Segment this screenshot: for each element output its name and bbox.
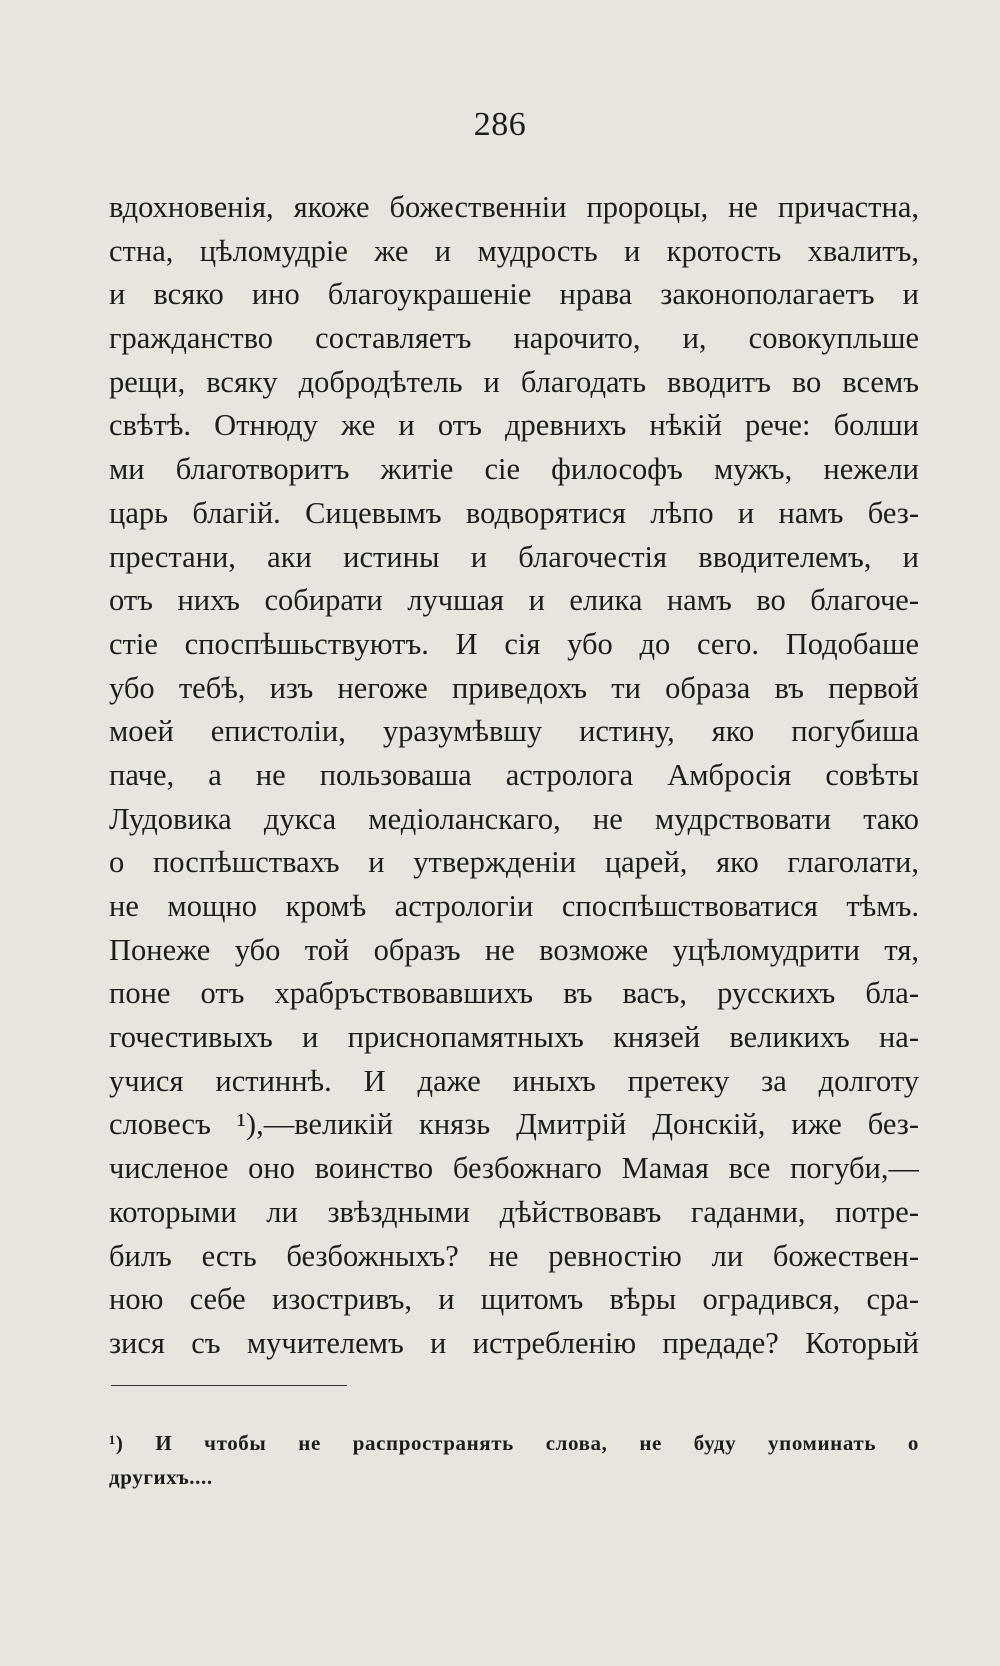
text-line: ною себе изостривъ, и щитомъ вѣры оградився, сра- <box>109 1282 919 1317</box>
text-line: гочестивыхъ и приснопамятныхъ князей великихъ на- <box>109 1020 919 1055</box>
text-line: численое оно воинство безбожнаго Мамая все погуби,— <box>109 1151 919 1186</box>
text-line: учися истиннѣ. И даже иныхъ претеку за долготу <box>109 1063 919 1098</box>
text-line: Лудовика дукса медіоланскаго, не мудрствовати тако <box>109 801 919 836</box>
text-line: словесъ ¹),—великій князь Дмитрій Донскій, иже без- <box>109 1107 919 1142</box>
text-line: поне отъ храбръствовавшихъ въ васъ, русскихъ бла- <box>109 976 919 1011</box>
page-number: 286 <box>473 106 527 143</box>
body-text <box>109 186 919 1366</box>
footnote <box>109 1426 919 1494</box>
text-line: вдохновенія, якоже божественніи пророцы, не причастна, <box>109 190 919 224</box>
text-line: свѣтѣ. Отнюду же и отъ древнихъ нѣкій рече: болши <box>109 408 919 443</box>
text-line: престани, аки истины и благочестія вводителемъ, и <box>109 539 919 574</box>
text-line: отъ нихъ собирати лучшая и елика намъ во благоче- <box>109 583 919 618</box>
text-line: убо тебѣ, изъ негоже приведохъ ти образа въ первой <box>109 670 919 705</box>
footnote-divider <box>111 1385 347 1386</box>
text-line: паче, а не пользоваша астролога Амбросія совѣты <box>109 757 919 792</box>
text-line: и всяко ино благоукрашеніе нрава законополагаетъ и <box>109 277 919 312</box>
text-line: стіе споспѣшьствуютъ. И сія убо до сего. Подобаше <box>109 626 919 661</box>
text-line: царь благій. Сицевымъ водворятися лѣпо и намъ без- <box>109 495 919 530</box>
text-line: не мощно кромѣ астрологіи споспѣшствоватися тѣмъ. <box>109 889 919 923</box>
text-line: билъ есть безбожныхъ? не ревностію ли божествен- <box>109 1238 919 1273</box>
text-line: Понеже убо той образъ не возможе уцѣломудрити тя, <box>109 932 919 967</box>
text-line: ми благотворитъ житіе сіе философъ мужъ, нежели <box>109 452 919 487</box>
footnote-line: ¹) И чтобы не распространять слова, не буду упоминать о <box>109 1431 919 1455</box>
text-line: гражданство составляетъ нарочито, и, совокупльше <box>109 321 919 356</box>
footnote-line: другихъ.... <box>109 1465 213 1489</box>
text-line: зися съ мучителемъ и истребленію предаде? Который <box>109 1325 919 1360</box>
text-line: стна, цѣломудріе же и мудрость и кротость хвалитъ, <box>109 233 919 268</box>
text-line: которыми ли звѣздными дѣйствовавъ гаданми, потре- <box>109 1194 919 1229</box>
text-line: моей епистоліи, уразумѣвшу истину, яко погубиша <box>109 714 919 749</box>
text-line: рещи, всяку добродѣтель и благодать вводитъ во всемъ <box>109 364 919 399</box>
text-line: о поспѣшствахъ и утвержденіи царей, яко глаголати, <box>109 845 919 880</box>
